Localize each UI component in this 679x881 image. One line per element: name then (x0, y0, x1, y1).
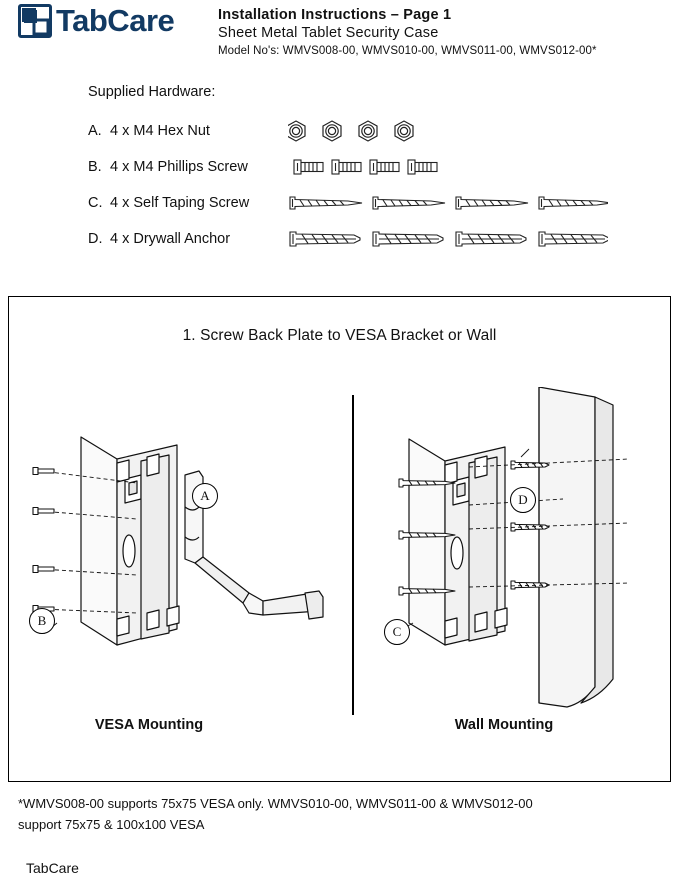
callout-d: D (510, 487, 536, 513)
page-title: Installation Instructions – Page 1 (218, 7, 452, 23)
tabcare-square-logo-icon (18, 4, 52, 38)
footnote (18, 793, 668, 835)
hardware-label-b (88, 159, 288, 175)
hardware-label-c (88, 195, 288, 211)
header-text-block (218, 4, 597, 60)
hardware-letter-b: B. (88, 159, 102, 175)
hardware-desc-d: 4 x Drywall Anchor (110, 231, 231, 247)
hardware-row-d (88, 222, 648, 256)
brand-logo (18, 4, 218, 38)
page-header (18, 4, 663, 60)
self-tapping-screw-icon (288, 186, 608, 220)
drywall-anchor-icon (288, 222, 608, 256)
model-numbers: Model No's: WMVS008-00, WMVS010-00, WMVS011-00, WMVS012-00* (218, 45, 597, 57)
hardware-letter-d: D. (88, 231, 103, 247)
supplied-hardware-section (88, 84, 648, 258)
hardware-desc-a: 4 x M4 Hex Nut (110, 123, 210, 139)
brand-name: TabCare (56, 3, 175, 38)
page-subtitle: Sheet Metal Tablet Security Case (218, 25, 439, 41)
step-1-title: 1. Screw Back Plate to VESA Bracket or Wall (182, 327, 497, 344)
hardware-row-b (88, 150, 648, 184)
wall-mounting-caption: Wall Mounting (454, 717, 554, 733)
phillips-screw-icon (288, 150, 508, 184)
vesa-mounting-caption: VESA Mounting (94, 717, 204, 733)
hardware-letter-a: A. (88, 123, 102, 139)
vesa-mounting-illustration (17, 387, 347, 717)
self-tapping-screw-icon-group (288, 186, 648, 220)
footer-brand: TabCare (26, 860, 79, 876)
step-1-diagram-box (8, 296, 671, 782)
callout-a: A (192, 483, 218, 509)
hardware-label-d (88, 231, 288, 247)
hardware-desc-c: 4 x Self Taping Screw (110, 195, 250, 211)
hardware-desc-b: 4 x M4 Phillips Screw (110, 159, 248, 175)
footnote-line-2: support 75x75 & 100x100 VESA (18, 817, 205, 832)
hardware-row-a (88, 114, 648, 148)
phillips-screw-icon-group (288, 150, 648, 184)
hex-nut-icon-group (288, 114, 648, 148)
callout-c: C (384, 619, 410, 645)
supplied-hardware-title: Supplied Hardware: (88, 84, 216, 100)
callout-b: B (29, 608, 55, 634)
drywall-anchor-icon-group (288, 222, 648, 256)
hardware-row-c (88, 186, 648, 220)
hardware-label-a (88, 123, 288, 139)
hardware-letter-c: C. (88, 195, 103, 211)
wall-mounting-illustration (343, 387, 673, 717)
footnote-line-1: *WMVS008-00 supports 75x75 VESA only. WMVS010-00, WMVS011-00 & WMVS012-00 (18, 796, 533, 811)
hex-nut-icon (288, 114, 508, 148)
